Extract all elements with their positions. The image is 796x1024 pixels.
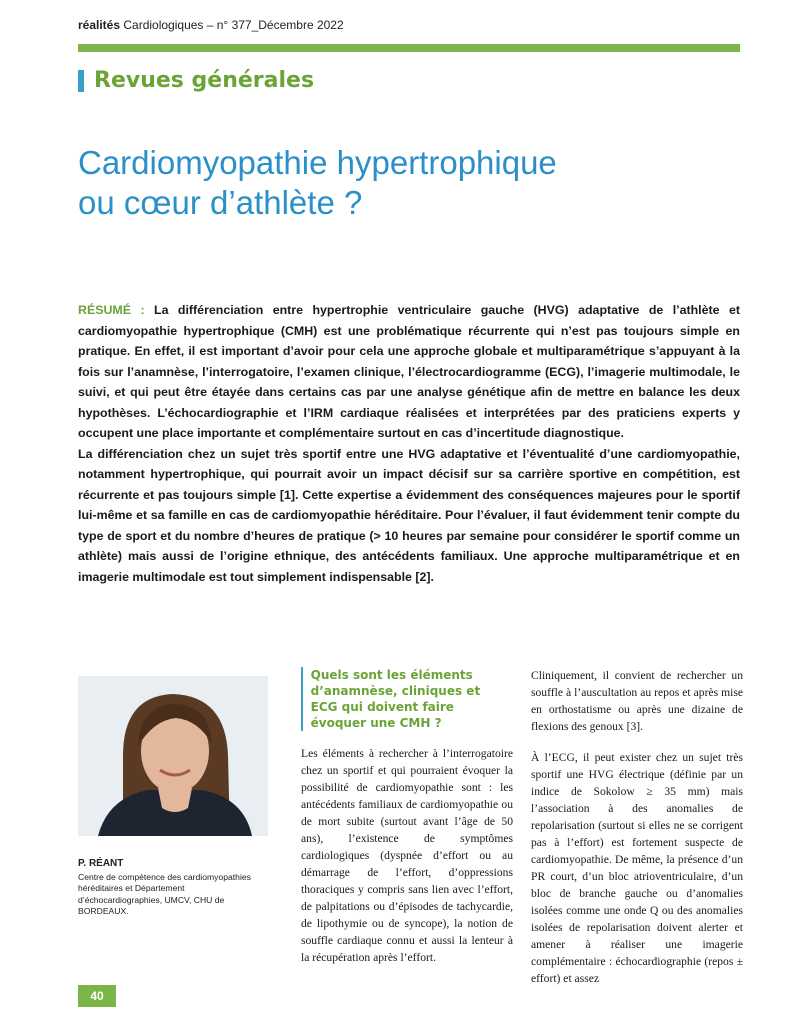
running-header (78, 18, 344, 32)
abstract-text-1: La différenciation entre hypertrophie ventriculaire gauche (HVG) adaptative de l’athlète et cardiomyopathie hypertrophique (CMH) est une problématique récurrente qui n’est pas toujours simple en pratique. En effet, il est important d’avoir pour cela une approche globale et multiparamétrique s’appuyant à la fois sur l’anamnèse, l’interrogatoire, l’examen clinique, l’électrocardiogramme (ECG), l’imagerie multimodale, le suivi, et qui peut être étayée dans certains cas par une analyse génétique afin de mettre en balance les deux hypothèses. L’échocardiographie et l’IRM cardiaque réalisées et interprétées par des praticiens experts y occupent une place importante et complémentaire surtout en cas d’incertitude diagnostique. (78, 303, 740, 440)
page-number: 40 (78, 985, 116, 1007)
subheading-question: Quels sont les éléments d’anamnèse, cliniques et ECG qui doivent faire évoquer une CMH ? (310, 668, 481, 730)
section-label: Revues générales (94, 68, 315, 93)
author-photo (78, 676, 268, 836)
author-name: P. RÉANT (78, 858, 124, 869)
body-column-2 (531, 667, 743, 1001)
title-line-1: Cardiomyopathie hypertrophique (78, 144, 557, 181)
abstract-paragraph-1 (78, 300, 740, 444)
journal-issue: Cardiologiques – n° 377_Décembre 2022 (120, 18, 344, 32)
abstract (78, 300, 740, 587)
journal-brand: réalités (78, 18, 121, 32)
header-divider (78, 44, 740, 52)
subheading-box (301, 667, 511, 731)
author-block (78, 858, 268, 918)
body-column-1 (301, 745, 513, 980)
subheading-marker (301, 667, 303, 731)
title-line-2: ou cœur d’athlète ? (78, 184, 363, 221)
body-paragraph: Cliniquement, il convient de rechercher un souffle à l’auscultation au repos et après mise en orthostatisme ou après une dizaine de flexions des genoux [3]. (531, 669, 743, 733)
article-title (78, 143, 738, 223)
section-marker (78, 70, 84, 92)
section-heading (78, 68, 314, 93)
body-paragraph: Les éléments à rechercher à l’interrogatoire chez un sportif et qui pourraient évoquer la possibilité de cardiomyopathie sont : les antécédents familiaux de cardiomyopathie ou de mort subite (surtout avant l’âge de 50 ans), l’existence de symptômes cardiologiques (dyspnée d’effort ou au démarrage de l’effort, d’oppressions thoraciques y compris sans lien avec l’effort, de palpitations ou d’épisodes de tachycardie, de lipothymie ou de syncope), la notion de souffle cardiaque connu et aussi la lenteur à la récupération après l’effort. (301, 747, 513, 964)
author-affiliation: Centre de compétence des cardiomyopathies héréditaires et Département d’échocardiographies, UMCV, CHU de BORDEAUX. (78, 871, 251, 916)
body-paragraph: À l’ECG, il peut exister chez un sujet très sportif une HVG électrique (définie par un indice de Sokolow ≥ 35 mm) mais l’association à des anomalies de repolarisation (surtout si elles ne se corrigent pas à l’effort) est fortement suspecte de cardiomyopathie. De même, la présence d’un PR court, d’un bloc atrioventriculaire, d’un bloc de branche gauche ou d’anomalies isolées comme une onde Q ou des anomalies isolées de repolarisation doivent alerter et amener à réaliser une imagerie complémentaire : échocardiographie (repos ± effort) et assez (531, 751, 743, 985)
abstract-paragraph-2: La différenciation chez un sujet très sportif entre une HVG adaptative et l’éventualité d’une cardiomyopathie, notamment hypertrophique, qui pourrait avoir un impact décisif sur sa carrière sportive en compétition, est récurrente et pas toujours simple [1]. Cette expertise a évidemment des conséquences majeures pour le sportif lui-même et sa famille en cas de cardiomyopathie héréditaire. Pour l’évaluer, il faut évidemment tenir compte du type de sport et du nombre d’heures de pratique (> 10 heures par semaine pour considérer le sportif comme un athlète) mais aussi de l’origine ethnique, des antécédents familiaux. Une approche multiparamétrique et en imagerie multimodale est tout simplement indispensable [2]. (78, 446, 740, 584)
author-portrait-image (78, 676, 268, 836)
abstract-lead: RÉSUMÉ : (78, 303, 145, 317)
